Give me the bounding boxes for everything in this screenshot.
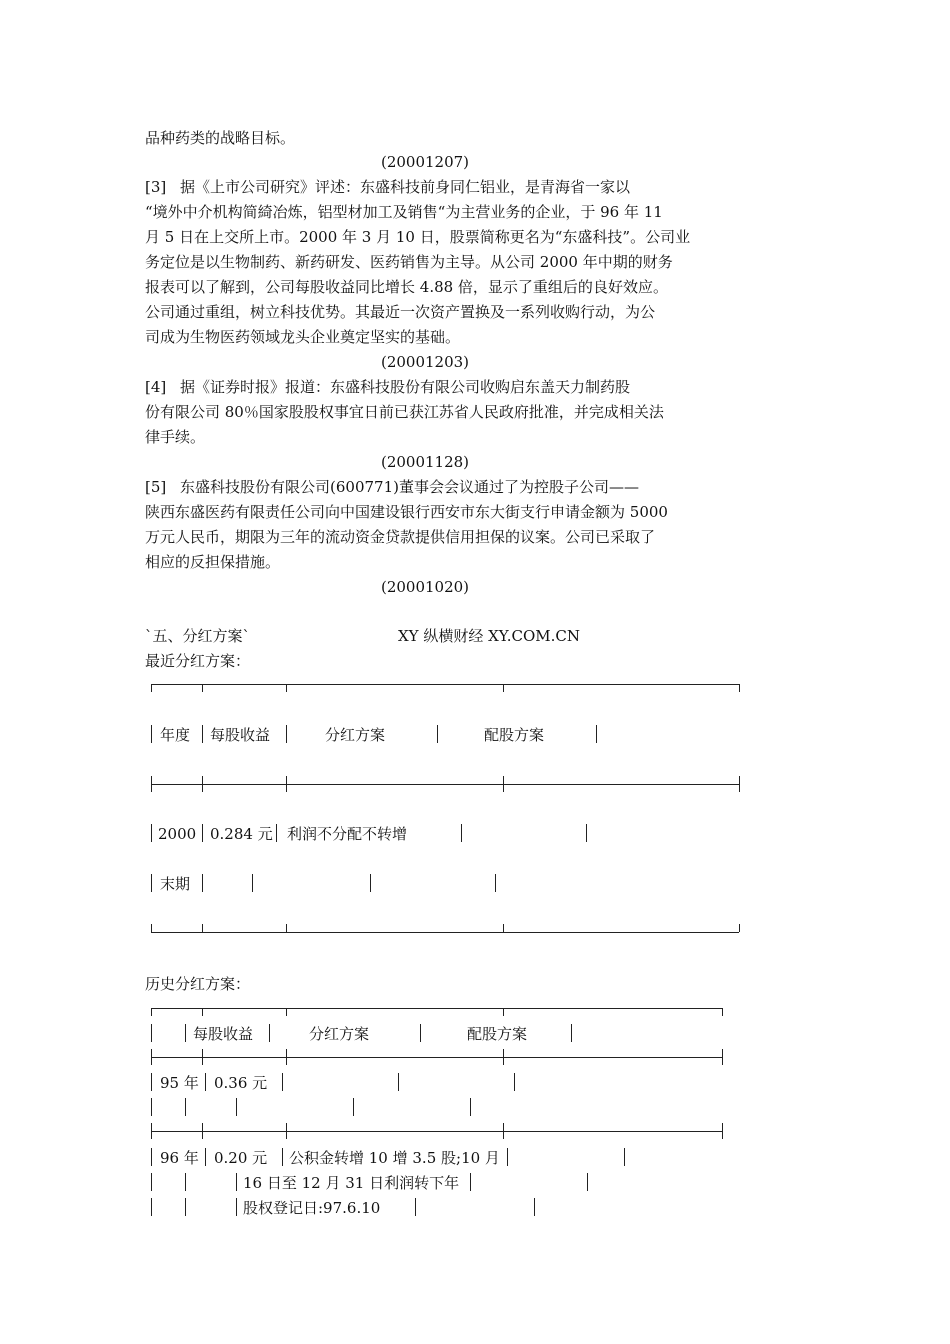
paragraph-line: 务定位是以生物制药、新药研发、医药销售为主导。从公司 2000 年中期的财务 — [145, 253, 673, 271]
header-year: 年度 — [160, 726, 191, 744]
cell-eps: 0.20 元 — [214, 1149, 268, 1167]
cell-divider — [151, 1173, 152, 1191]
paragraph-line: 陕西东盛医药有限责任公司向中国建设银行西安市东大街支行申请金额为 5000 — [145, 503, 668, 521]
cell-divider — [415, 1198, 416, 1216]
table-border — [151, 1049, 152, 1065]
cell-divider — [151, 725, 152, 743]
table-border — [286, 1049, 287, 1065]
item-number: [4] — [145, 378, 167, 396]
header-dividend: 分红方案 — [309, 1025, 370, 1043]
cell-divider — [370, 874, 371, 892]
cell-divider — [514, 1073, 515, 1091]
paragraph-line: 报表可以了解到，公司每股收益同比增长 4.88 倍，显示了重组后的良好效应。 — [145, 278, 668, 296]
paragraph-line: 万元人民币，期限为三年的流动资金贷款提供信用担保的议案。公司已采取了 — [145, 528, 656, 546]
cell-dividend: 利润不分配不转增 — [287, 825, 408, 843]
cell-dividend: 股权登记日:97.6.10 — [243, 1199, 381, 1217]
table-border — [151, 684, 152, 692]
header-eps: 每股收益 — [210, 726, 271, 744]
cell-divider — [185, 1198, 186, 1216]
cell-divider — [151, 1098, 152, 1116]
table-border — [202, 1049, 203, 1065]
table-border — [202, 1008, 203, 1016]
cell-divider — [202, 824, 203, 842]
paragraph-line: 月 5 日在上交所上市。2000 年 3 月 10 日，股票简称更名为“东盛科技”。公司业 — [145, 228, 691, 246]
cell-divider — [151, 1073, 152, 1091]
table-border — [151, 924, 152, 932]
header-eps: 每股收益 — [193, 1025, 254, 1043]
cell-divider — [437, 725, 438, 743]
cell-divider — [470, 1173, 471, 1191]
cell-divider — [420, 1024, 421, 1042]
table-border — [286, 924, 287, 932]
table-border — [286, 1008, 287, 1016]
date-label: (20001203) — [380, 353, 470, 371]
section-title: `五、分红方案` — [145, 627, 251, 645]
cell-eps: 0.36 元 — [214, 1074, 268, 1092]
history-dividend-label: 历史分红方案： — [145, 975, 251, 993]
cell-divider — [151, 874, 152, 892]
table-border — [722, 1123, 723, 1139]
table-border — [722, 1008, 723, 1016]
paragraph-line: 司成为生物医药领域龙头企业奠定坚实的基础。 — [145, 328, 461, 346]
cell-divider — [252, 874, 253, 892]
table-border — [503, 1008, 504, 1016]
cell-divider — [470, 1098, 471, 1116]
table-border — [503, 1123, 504, 1139]
cell-divider — [495, 874, 496, 892]
cell-divider — [534, 1198, 535, 1216]
table-border — [286, 684, 287, 692]
cell-divider — [353, 1098, 354, 1116]
table-border — [503, 776, 504, 792]
table-border — [503, 1049, 504, 1065]
table-border — [286, 1123, 287, 1139]
cell-divider — [185, 1098, 186, 1116]
paragraph-line: 相应的反担保措施。 — [145, 553, 281, 571]
table-border — [151, 1131, 722, 1132]
cell-divider — [398, 1073, 399, 1091]
date-label: (20001020) — [380, 578, 470, 596]
cell-year: 96 年 — [160, 1149, 199, 1167]
cell-divider — [587, 1173, 588, 1191]
cell-dividend: 16 日至 12 月 31 日利润转下年 — [243, 1174, 460, 1192]
cell-divider — [236, 1098, 237, 1116]
cell-divider — [151, 1148, 152, 1166]
paragraph-line: 律手续。 — [145, 428, 206, 446]
cell-divider — [624, 1148, 625, 1166]
cell-divider — [202, 725, 203, 743]
cell-year: 2000 — [158, 825, 197, 843]
table-border — [151, 1057, 722, 1058]
table-border — [151, 784, 739, 785]
cell-divider — [586, 824, 587, 842]
header-rights-issue: 配股方案 — [484, 726, 545, 744]
table-border — [151, 1008, 152, 1016]
table-border — [739, 684, 740, 692]
header-rights-issue: 配股方案 — [467, 1025, 528, 1043]
date-label: (20001207) — [380, 153, 470, 171]
table-border — [151, 684, 739, 685]
source-label: XY 纵横财经 XY.COM.CN — [398, 627, 581, 645]
table-border — [202, 684, 203, 692]
cell-year: 末期 — [160, 875, 191, 893]
cell-divider — [507, 1148, 508, 1166]
paragraph-line: 公司通过重组，树立科技优势。其最近一次资产置换及一系列收购行动，为公 — [145, 303, 656, 321]
cell-divider — [151, 1024, 152, 1042]
paragraph-line: 据《证券时报》报道：东盛科技股份有限公司收购启东盖天力制药股 — [180, 378, 631, 396]
cell-divider — [151, 824, 152, 842]
cell-divider — [202, 874, 203, 892]
cell-divider — [461, 824, 462, 842]
cell-divider — [205, 1073, 206, 1091]
table-border — [739, 776, 740, 792]
cell-divider — [269, 1024, 270, 1042]
date-label: (20001128) — [380, 453, 470, 471]
paragraph-line: 据《上市公司研究》评述：东盛科技前身同仁铝业，是青海省一家以 — [180, 178, 631, 196]
cell-eps: 0.284 元 — [210, 825, 273, 843]
cell-year: 95 年 — [160, 1074, 199, 1092]
recent-dividend-label: 最近分红方案： — [145, 652, 251, 670]
table-border — [503, 684, 504, 692]
table-border — [503, 924, 504, 932]
table-border — [151, 932, 739, 933]
table-border — [286, 776, 287, 792]
table-border — [739, 924, 740, 932]
table-border — [202, 924, 203, 932]
cell-divider — [185, 1173, 186, 1191]
cell-divider — [282, 1148, 283, 1166]
table-border — [151, 776, 152, 792]
cell-dividend: 公积金转增 10 增 3.5 股;10 月 — [289, 1149, 500, 1167]
cell-divider — [205, 1148, 206, 1166]
cell-divider — [151, 1198, 152, 1216]
cell-divider — [276, 824, 277, 842]
paragraph-line: 东盛科技股份有限公司(600771)董事会会议通过了为控股子公司—— — [180, 478, 639, 496]
paragraph-line: “境外中介机构简綺冶炼，铝型材加工及销售“为主营业务的企业，于 96 年 11 — [145, 203, 663, 221]
cell-divider — [571, 1024, 572, 1042]
table-border — [202, 776, 203, 792]
cell-divider — [282, 1073, 283, 1091]
cell-divider — [236, 1173, 237, 1191]
table-border — [151, 1123, 152, 1139]
table-border — [151, 1008, 722, 1009]
paragraph-line: 份有限公司 80％国家股股权事宜日前已获江苏省人民政府批准，并完成相关法 — [145, 403, 664, 421]
table-border — [722, 1049, 723, 1065]
item-number: [5] — [145, 478, 167, 496]
item-number: [3] — [145, 178, 167, 196]
intro-tail: 品种药类的战略目标。 — [145, 129, 296, 147]
cell-divider — [286, 725, 287, 743]
header-dividend: 分红方案 — [325, 726, 386, 744]
cell-divider — [236, 1198, 237, 1216]
cell-divider — [596, 725, 597, 743]
cell-divider — [185, 1024, 186, 1042]
table-border — [202, 1123, 203, 1139]
